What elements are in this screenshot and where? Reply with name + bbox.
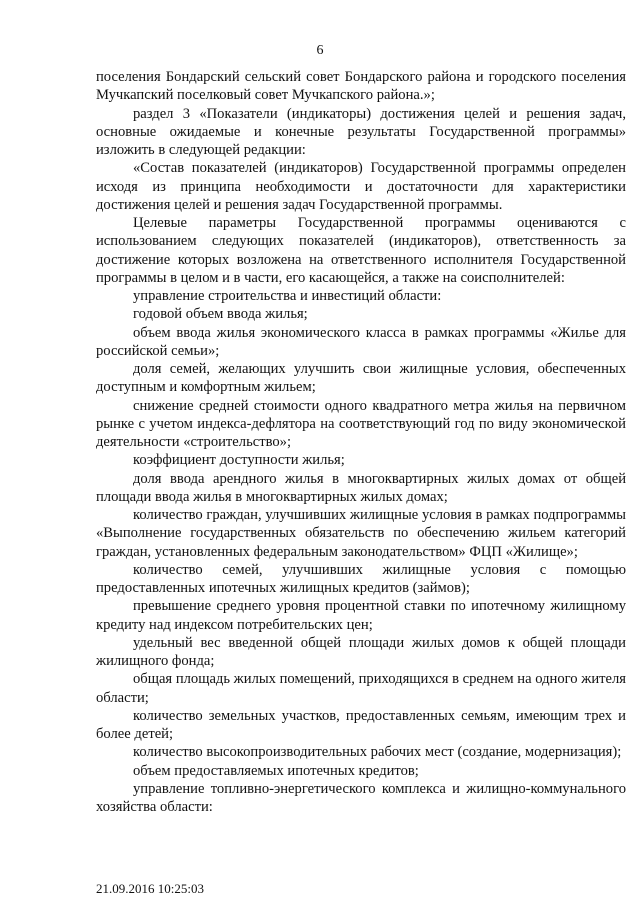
- paragraph: объем предоставляемых ипотечных кредитов;: [133, 762, 419, 779]
- paragraph: удельный вес введенной общей площади жилых домов к общей площади жилищного фонда;: [96, 634, 626, 669]
- paragraph: доля семей, желающих улучшить свои жилищные условия, обеспеченных доступным и комфортным жильем;: [96, 361, 626, 396]
- paragraph: объем ввода жилья экономического класса в рамках программы «Жилье для российской семьи»;: [96, 324, 626, 359]
- footer-timestamp: 21.09.2016 10:25:03: [96, 881, 204, 896]
- paragraph: доля ввода арендного жилья в многоквартирных жилых домах от общей площади ввода жилья в многоквартирных жилых домах;: [96, 470, 626, 505]
- paragraph: превышение среднего уровня процентной ставки по ипотечному жилищному кредиту над индексом потребительских цен;: [96, 598, 626, 633]
- paragraph: годовой объем ввода жилья;: [133, 306, 308, 323]
- paragraph: «Состав показателей (индикаторов) Государственной программы определен исходя из принципа необходимости и достаточности для характеристики достижения целей и решения задач Государственной программы.: [96, 160, 626, 213]
- paragraph: количество граждан, улучшивших жилищные условия в рамках подпрограммы «Выполнение государственных обязательств по обеспечению жильем категорий граждан, установленных федеральным законодательством» ФЦП «Жилище»;: [96, 507, 626, 560]
- paragraph: количество семей, улучшивших жилищные условия с помощью предоставленных ипотечных жилищных кредитов (займов);: [96, 561, 626, 596]
- paragraph: снижение средней стоимости одного квадратного метра жилья на первичном рынке с учетом индекса-дефлятора на соответствующий год по виду экономической деятельности «строительство»;: [96, 397, 626, 450]
- document-body: [96, 68, 626, 816]
- paragraph: управление топливно-энергетического комплекса и жилищно-коммунального хозяйства области:: [96, 780, 626, 815]
- paragraph: коэффициент доступности жилья;: [133, 452, 345, 469]
- paragraph: общая площадь жилых помещений, приходящихся в среднем на одного жителя области;: [96, 671, 626, 706]
- paragraph: раздел 3 «Показатели (индикаторы) достижения целей и решения задач, основные ожидаемые и конечные результаты Государственной программы» изложить в следующей редакции:: [96, 105, 626, 158]
- paragraph: количество высокопроизводительных рабочих мест (создание, модернизация);: [133, 744, 622, 761]
- paragraph: Целевые параметры Государственной программы оцениваются с использованием следующих показателей (индикаторов), ответственность за достижение которых возложена на ответственного исполнителя Государственной программы в целом и в части, его касающейся, а также на соисполнителей:: [96, 215, 626, 286]
- paragraph: управление строительства и инвестиций области:: [133, 288, 442, 304]
- page-number: 6: [316, 43, 324, 58]
- paragraph: количество земельных участков, предоставленных семьям, имеющим трех и более детей;: [96, 707, 626, 742]
- paragraph: поселения Бондарский сельский совет Бондарского района и городского поселения Мучкапский поселковый совет Мучкапского района.»;: [96, 69, 626, 104]
